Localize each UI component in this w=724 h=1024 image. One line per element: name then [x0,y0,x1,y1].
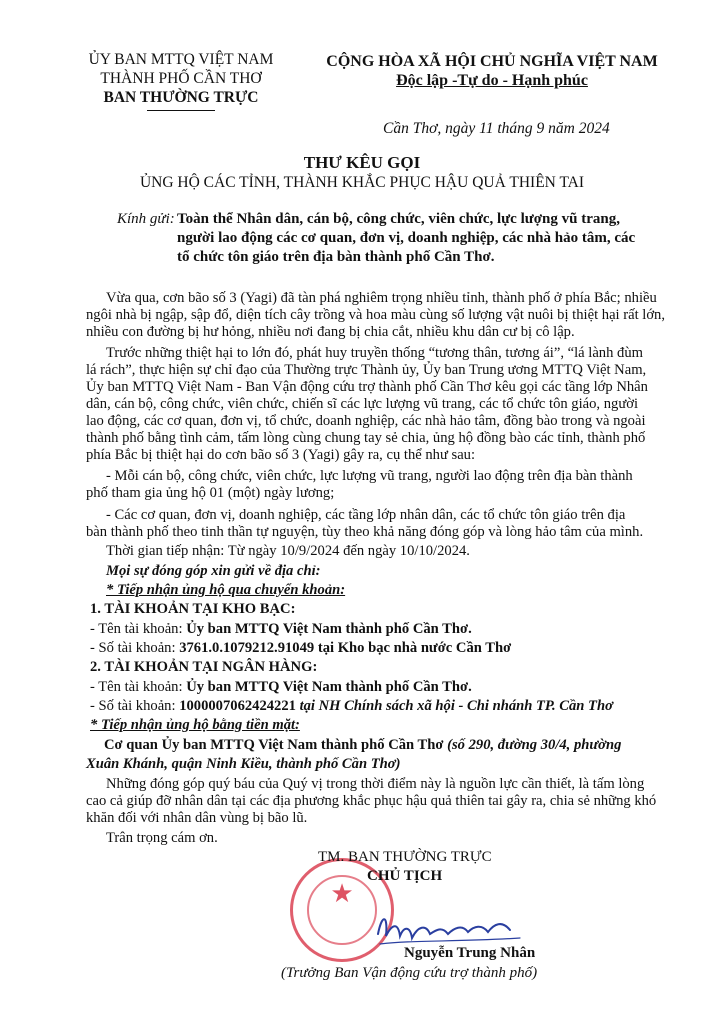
bullet1-line: phố tham gia ủng hộ 01 (một) ngày lương; [86,485,335,501]
national-motto: Độc lập -Tự do - Hạnh phúc [396,72,588,89]
para2-line: Trước những thiệt hại to lớn đó, phát huy truyền thống “tương thân, tương ái”, “lá lành đùm [106,345,643,361]
cash-office: Cơ quan Ủy ban MTTQ Việt Nam thành phố Cần Thơ [104,737,444,753]
treasury-account-heading: 1. TÀI KHOẢN TẠI KHO BẠC: [90,601,296,617]
bank-account-name [90,679,670,696]
account-bank-value: tại NH Chính sách xã hội - Chi nhánh TP. Cần Thơ [295,698,613,714]
agency-underline [147,110,215,111]
bullet2-line: - Các cơ quan, đơn vị, doanh nghiệp, các tầng lớp nhân dân, các tổ chức tôn giáo trên địa [106,507,626,523]
national-title: CỘNG HÒA XÃ HỘI CHỦ NGHĨA VIỆT NAM [326,53,658,70]
closing-line: cao cả giúp đỡ nhân dân tại các địa phương khắc phục hậu quả thiên tai gây ra, chia sẻ những khó [86,793,657,809]
para1-line: Vừa qua, cơn bão số 3 (Yagi) đã tàn phá nghiêm trọng nhiều tỉnh, thành phố ở phía Bắc; nhiều [106,290,657,306]
receiving-period: Thời gian tiếp nhận: Từ ngày 10/9/2024 đến ngày 10/10/2024. [106,543,470,559]
signer-name: Nguyễn Trung Nhân [404,945,536,961]
para2-line: lao động, các cơ quan, đơn vị, tổ chức, doanh nghiệp, các nhà hảo tâm, đồng bào trong và ngoài [86,413,646,429]
para2-line: phía Bắc bị thiệt hại do cơn bão số 3 (Yagi) gây ra, cụ thể như sau: [86,447,476,463]
account-name-label: - Tên tài khoản: [90,621,187,637]
account-number-label: - Số tài khoản: [90,698,180,714]
signature-on-behalf: TM. BAN THƯỜNG TRỰC [318,849,492,865]
recipient-line-2: người lao động các cơ quan, đơn vị, doanh nghiệp, các nhà hảo tâm, các [177,230,636,246]
issuing-agency-block [62,50,300,107]
signer-role: (Trưởng Ban Vận động cứu trợ thành phố) [281,965,538,981]
recipient-line-1: Toàn thể Nhân dân, cán bộ, công chức, viên chức, lực lượng vũ trang, [177,211,620,227]
para2-line: lá rách”, thực hiện sự chỉ đạo của Thường trực Thành ủy, Ủy ban Trung ương MTTQ Việt Nam, [86,362,647,378]
transfer-heading: * Tiếp nhận ủng hộ qua chuyển khoản: [106,582,346,598]
recipient-label: Kính gửi: [117,211,175,227]
agency-line-2: THÀNH PHỐ CẦN THƠ [100,70,262,87]
signature-position: CHỦ TỊCH [367,868,443,884]
para2-line: Ủy ban MTTQ Việt Nam - Ban Vận động cứu trợ thành phố Cần Thơ kêu gọi các tầng lớp Nhân [86,379,648,395]
thanks-line: Trân trọng cám ơn. [106,830,218,846]
bank-account-heading: 2. TÀI KHOẢN TẠI NGÂN HÀNG: [90,659,318,675]
bank-account-number [90,698,670,715]
cash-address-part2: Xuân Khánh, quận Ninh Kiều, thành phố Cần Thơ) [86,756,401,772]
account-number-value: 1000007062424221 [179,698,296,714]
closing-line: khăn đối với nhân dân vùng bị bão lũ. [86,810,308,826]
bullet2-line: bàn thành phố theo tinh thần tự nguyện, tùy theo khả năng đóng góp và lòng hảo tâm của mình. [86,524,644,540]
account-name-label: - Tên tài khoản: [90,679,187,695]
para2-line: thành phố bằng tình cảm, tấm lòng cùng chung tay sẻ chia, ủng hộ đồng bào các tỉnh, thành phố [86,430,646,446]
agency-line-3: BAN THƯỜNG TRỰC [103,89,259,106]
bullet1-line: - Mỗi cán bộ, công chức, viên chức, lực lượng vũ trang, người lao động trên địa bàn thành [106,468,633,484]
national-title-block [312,52,672,90]
account-number-value: 3761.0.1079212.91049 tại Kho bạc nhà nước Cần Thơ [179,640,512,656]
contribution-heading: Mọi sự đóng góp xin gửi về địa chỉ: [106,563,321,579]
date-line: Cần Thơ, ngày 11 tháng 9 năm 2024 [383,120,610,137]
cash-office-line [104,737,684,754]
cash-address-part1: (số 290, đường 30/4, phường [443,737,622,753]
agency-line-1: ỦY BAN MTTQ VIỆT NAM [88,51,274,68]
treasury-account-number [90,640,670,657]
para2-line: dân, cán bộ, công chức, viên chức, chiến sĩ các lực lượng vũ trang, các tổ chức tôn giáo, người [86,396,639,412]
para1-line: ngôi nhà bị ngập, sập đổ, diện tích cây trồng và hoa màu cùng số lượng vật nuôi bị thiệt hại rất lớn, [86,307,666,323]
closing-line: Những đóng góp quý báu của Quý vị trong thời điểm này là nguồn lực cần thiết, là tấm lòng [106,776,645,792]
document-title: THƯ KÊU GỌI [303,153,421,172]
document-subtitle: ỦNG HỘ CÁC TỈNH, THÀNH KHẮC PHỤC HẬU QUẢ THIÊN TAI [139,174,585,191]
account-name-value: Ủy ban MTTQ Việt Nam thành phố Cần Thơ. [186,621,472,637]
account-number-label: - Số tài khoản: [90,640,180,656]
treasury-account-name [90,621,670,638]
recipient-line-3: tổ chức tôn giáo trên địa bàn thành phố Cần Thơ. [177,249,495,265]
account-name-value: Ủy ban MTTQ Việt Nam thành phố Cần Thơ. [186,679,472,695]
para1-line: nhiều con đường bị hư hỏng, nhiều nơi đang bị chia cắt, nhiều khu dân cư bị cô lập. [86,324,575,340]
cash-heading: * Tiếp nhận ủng hộ bằng tiền mặt: [90,717,300,733]
seal-star-icon: ★ [330,879,354,908]
